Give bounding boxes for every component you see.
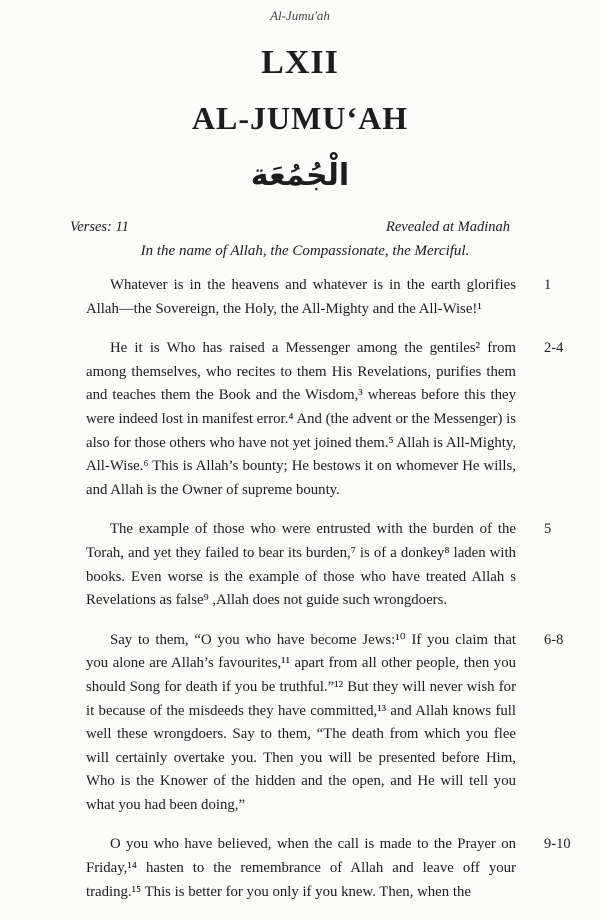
surah-title: AL-JUMU‘AH (191, 100, 409, 136)
verse-paragraph (86, 337, 564, 502)
verse-number: 6-8 (544, 631, 564, 648)
revelation-place: Revealed at Madinah (385, 219, 510, 235)
verse-text: Whatever is in the heavens and whatever is in the earth glorifies Allah—the Sovereign, the Holy, the All-Mighty and the All-Wise!¹ (86, 277, 516, 317)
arabic-title: الْجُمُعَة (250, 158, 350, 193)
surah-number: LXII (261, 44, 339, 81)
verses-body (86, 274, 571, 920)
verse-number: 5 (544, 521, 552, 538)
verse-text: Say to them, “O you who have become Jews:¹⁰ If you claim that you alone are Allah’s favourites,¹¹ apart from all other people, then you should Song for death if you be truthful.”¹² But they will never wish for it because of the misdeeds they have committed,¹³ and Allah knows full well these wrongdoers. Say to them, “The death from which you flee will certainly overtake you. Then you will be presented before Him, Who is the Knower of the hidden and the open, and He will tell you what you had been doing,” (86, 631, 516, 813)
verse-count: Verses: 11 (70, 219, 129, 235)
running-head: Al-Jumu'ah (270, 8, 330, 23)
verse-paragraph (86, 833, 571, 904)
verse-paragraph (86, 629, 564, 818)
basmala: In the name of Allah, the Compassionate, the Merciful. (140, 243, 470, 259)
verse-number: 9-10 (544, 836, 571, 853)
verse-paragraph (86, 274, 552, 321)
verse-text: O you who have believed, when the call is made to the Prayer on Friday,¹⁴ hasten to the remembrance of Allah and leave off your trading.¹⁵ This is better for you only if you knew. Then, when the (86, 836, 516, 900)
verse-text: The example of those who were entrusted with the burden of the Torah, and yet they failed to bear its burden,⁷ is of a donkey⁸ laden with books. Even worse is the example of those who have treated Allah s Revelations as false⁹ ,Allah does not guide such wrongdoers. (86, 521, 516, 609)
verse-number: 1 (544, 277, 552, 293)
verse-number: 2-4 (544, 340, 564, 357)
verse-paragraph (86, 518, 552, 612)
verse-text: He it is Who has raised a Messenger among the gentiles² from among themselves, who recites to them His Revelations, purifies them and teaches them the Book and the Wisdom,³ whereas before this they were indeed lost in manifest error.⁴ And (the advent or the Messenger) is also for those others who have not yet joined them.⁵ Allah is All-Mighty, All-Wise.⁶ This is Allah’s bounty; He bestows it on whomever He wills, and Allah is the Owner of supreme bounty. (86, 340, 516, 498)
